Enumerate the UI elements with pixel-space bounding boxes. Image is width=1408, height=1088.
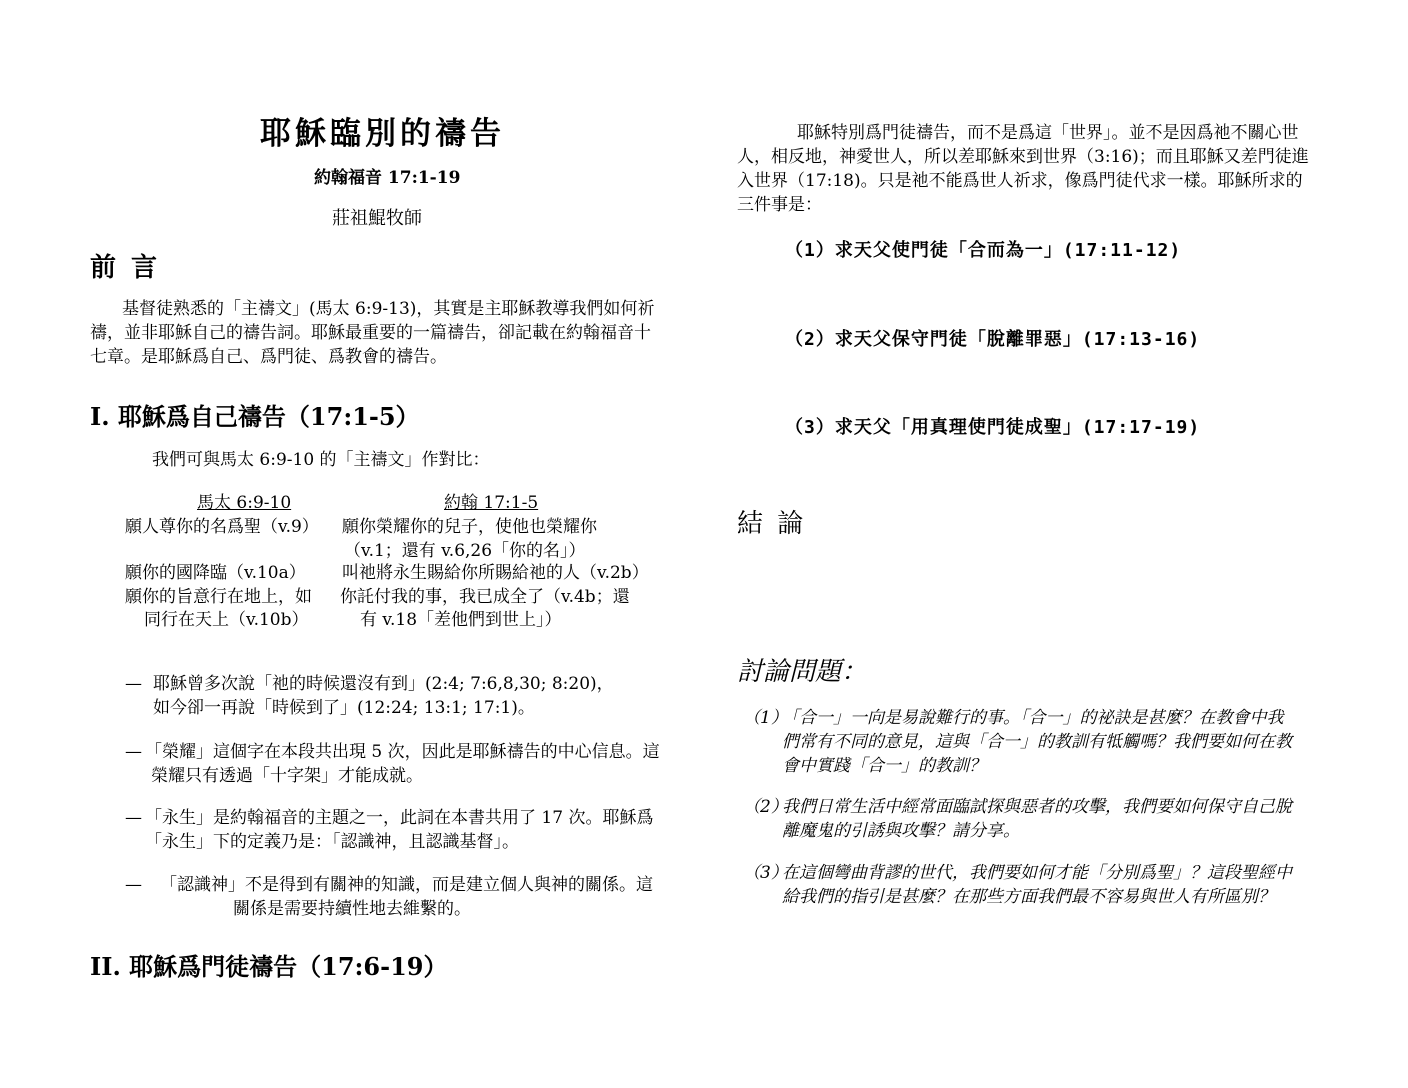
question-text: [782, 795, 1292, 843]
table-row: [342, 561, 649, 585]
part1-heading: I. 耶穌爲自己禱告（17:1-5）: [90, 402, 420, 431]
question-number: （2）: [743, 797, 788, 817]
table-row: [144, 608, 309, 632]
note-line: 如今卻一再說「時候到了」(12:24; 13:1; 17:1)。: [153, 698, 535, 718]
table-row: [125, 515, 319, 539]
note-line: 耶穌曾多次說「祂的時候還沒有到」(2:4; 7:6,8,30; 8:20)，: [153, 674, 614, 694]
note-item: [125, 873, 142, 897]
conclusion-heading: 結 論: [737, 509, 807, 539]
note-text: [145, 806, 653, 854]
note-line: 「永生」下的定義乃是：「認識神，且認識基督」。: [145, 832, 519, 852]
note-text: [145, 740, 660, 788]
table-col1-header: 馬太 6:9-10: [197, 493, 292, 513]
question-number: （1）: [743, 708, 788, 728]
table-row: [125, 585, 312, 609]
table-cell-right: 願你榮耀你的兒子，使他也榮耀你: [342, 517, 597, 537]
table-cell-right: （v.1；還有 v.6,26「你的名」）: [344, 541, 586, 561]
intro-line: 三件事是：: [737, 195, 822, 215]
note-text: [160, 873, 653, 921]
note-line: 「永生」是約翰福音的主題之一，此詞在本書共用了 17 次。耶穌爲: [145, 808, 654, 828]
intro-line: 七章。是耶穌爲自己、爲門徒、爲教會的禱告。: [90, 347, 447, 367]
table-cell-right: 叫祂將永生賜給你所賜給祂的人（v.2b）: [342, 563, 649, 583]
table-cell-left: 願人尊你的名爲聖（v.9）: [125, 517, 319, 537]
table-cell-left: 同行在天上（v.10b）: [144, 610, 309, 630]
request-item: （1）求天父使門徒「合而為一」(17:11-12): [785, 240, 1182, 261]
dash-marker: —: [125, 742, 142, 762]
table-row: [125, 561, 306, 585]
note-item: [125, 806, 142, 830]
question-line: 「合一」一向是易說難行的事。「合一」的祕訣是甚麼？在教會中我: [782, 708, 1284, 728]
question-line: 會中實踐「合一」的教訓？: [782, 756, 986, 776]
note-line: 榮耀只有透過「十字架」才能成就。: [151, 766, 423, 786]
intro-line: 耶穌特別爲門徒禱告，而不是爲這「世界」。並不是因爲祂不關心世: [797, 123, 1299, 143]
part2-heading: II. 耶穌爲門徒禱告（17:6-19）: [90, 952, 448, 981]
intro-line: 禱，並非耶穌自己的禱告詞。耶穌最重要的一篇禱告，卻記載在約翰福音十: [90, 323, 651, 343]
note-line: 「榮耀」這個字在本段共出現 5 次，因此是耶穌禱告的中心信息。這: [145, 742, 660, 762]
intro-paragraph: [90, 297, 654, 369]
table-row: [342, 515, 597, 539]
dash-marker: —: [125, 875, 142, 895]
intro-heading: 前 言: [90, 253, 161, 283]
table-cell-right: 你託付我的事，我已成全了（v.4b；還: [340, 587, 630, 607]
table-row: [360, 608, 562, 632]
intro-line: 人，相反地，神愛世人，所以差耶穌來到世界（3:16)；而且耶穌又差門徒進: [737, 147, 1309, 167]
note-text: [153, 672, 614, 720]
question-line: 我們日常生活中經常面臨試探與惡者的攻擊，我們要如何保守自己脫: [782, 797, 1292, 817]
note-line: 關係是需要持續性地去維繫的。: [233, 899, 471, 919]
part2-intro-paragraph: [737, 121, 1309, 217]
question-text: [782, 861, 1292, 909]
note-item: [125, 672, 142, 696]
author: 莊祖鯤牧師: [332, 208, 422, 229]
question-line: 離魔鬼的引誘與攻擊？請分享。: [782, 821, 1020, 841]
note-line: 「認識神」不是得到有關神的知識，而是建立個人與神的關係。這: [160, 875, 653, 895]
discussion-heading: 討論問題：: [737, 657, 868, 687]
scripture-reference: 約翰福音 17:1-19: [314, 168, 461, 188]
table-row: [340, 585, 630, 609]
question-line: 在這個彎曲背謬的世代，我們要如何才能「分別爲聖」？這段聖經中: [782, 863, 1292, 883]
request-item: （3）求天父「用真理使門徒成聖」(17:17-19): [785, 417, 1201, 438]
question-line: 給我們的指引是甚麼？在那些方面我們最不容易與世人有所區別？: [782, 887, 1275, 907]
table-row: [344, 539, 586, 563]
table-cell-left: 願你的旨意行在地上，如: [125, 587, 312, 607]
table-cell-left: 願你的國降臨（v.10a）: [125, 563, 306, 583]
table-cell-right: 有 v.18「差他們到世上」）: [360, 610, 562, 630]
question-line: 們常有不同的意見，這與「合一」的教訓有牴觸嗎？我們要如何在教: [782, 732, 1292, 752]
compare-intro: 我們可與馬太 6:9-10 的「主禱文」作對比：: [152, 450, 490, 470]
question-number: （3）: [743, 863, 788, 883]
dash-marker: —: [125, 808, 142, 828]
dash-marker: —: [125, 674, 142, 694]
page-title: 耶穌臨別的禱告: [260, 116, 505, 152]
request-item: （2）求天父保守門徒「脫離罪惡」(17:13-16): [785, 329, 1201, 350]
note-item: [125, 740, 142, 764]
intro-line: 入世界（17:18)。只是祂不能爲世人祈求，像爲門徒代求一樣。耶穌所求的: [737, 171, 1303, 191]
table-col2-header: 約翰 17:1-5: [444, 493, 539, 513]
intro-line: 基督徒熟悉的「主禱文」(馬太 6:9-13)，其實是主耶穌教導我們如何祈: [122, 299, 655, 319]
question-text: [782, 706, 1292, 778]
